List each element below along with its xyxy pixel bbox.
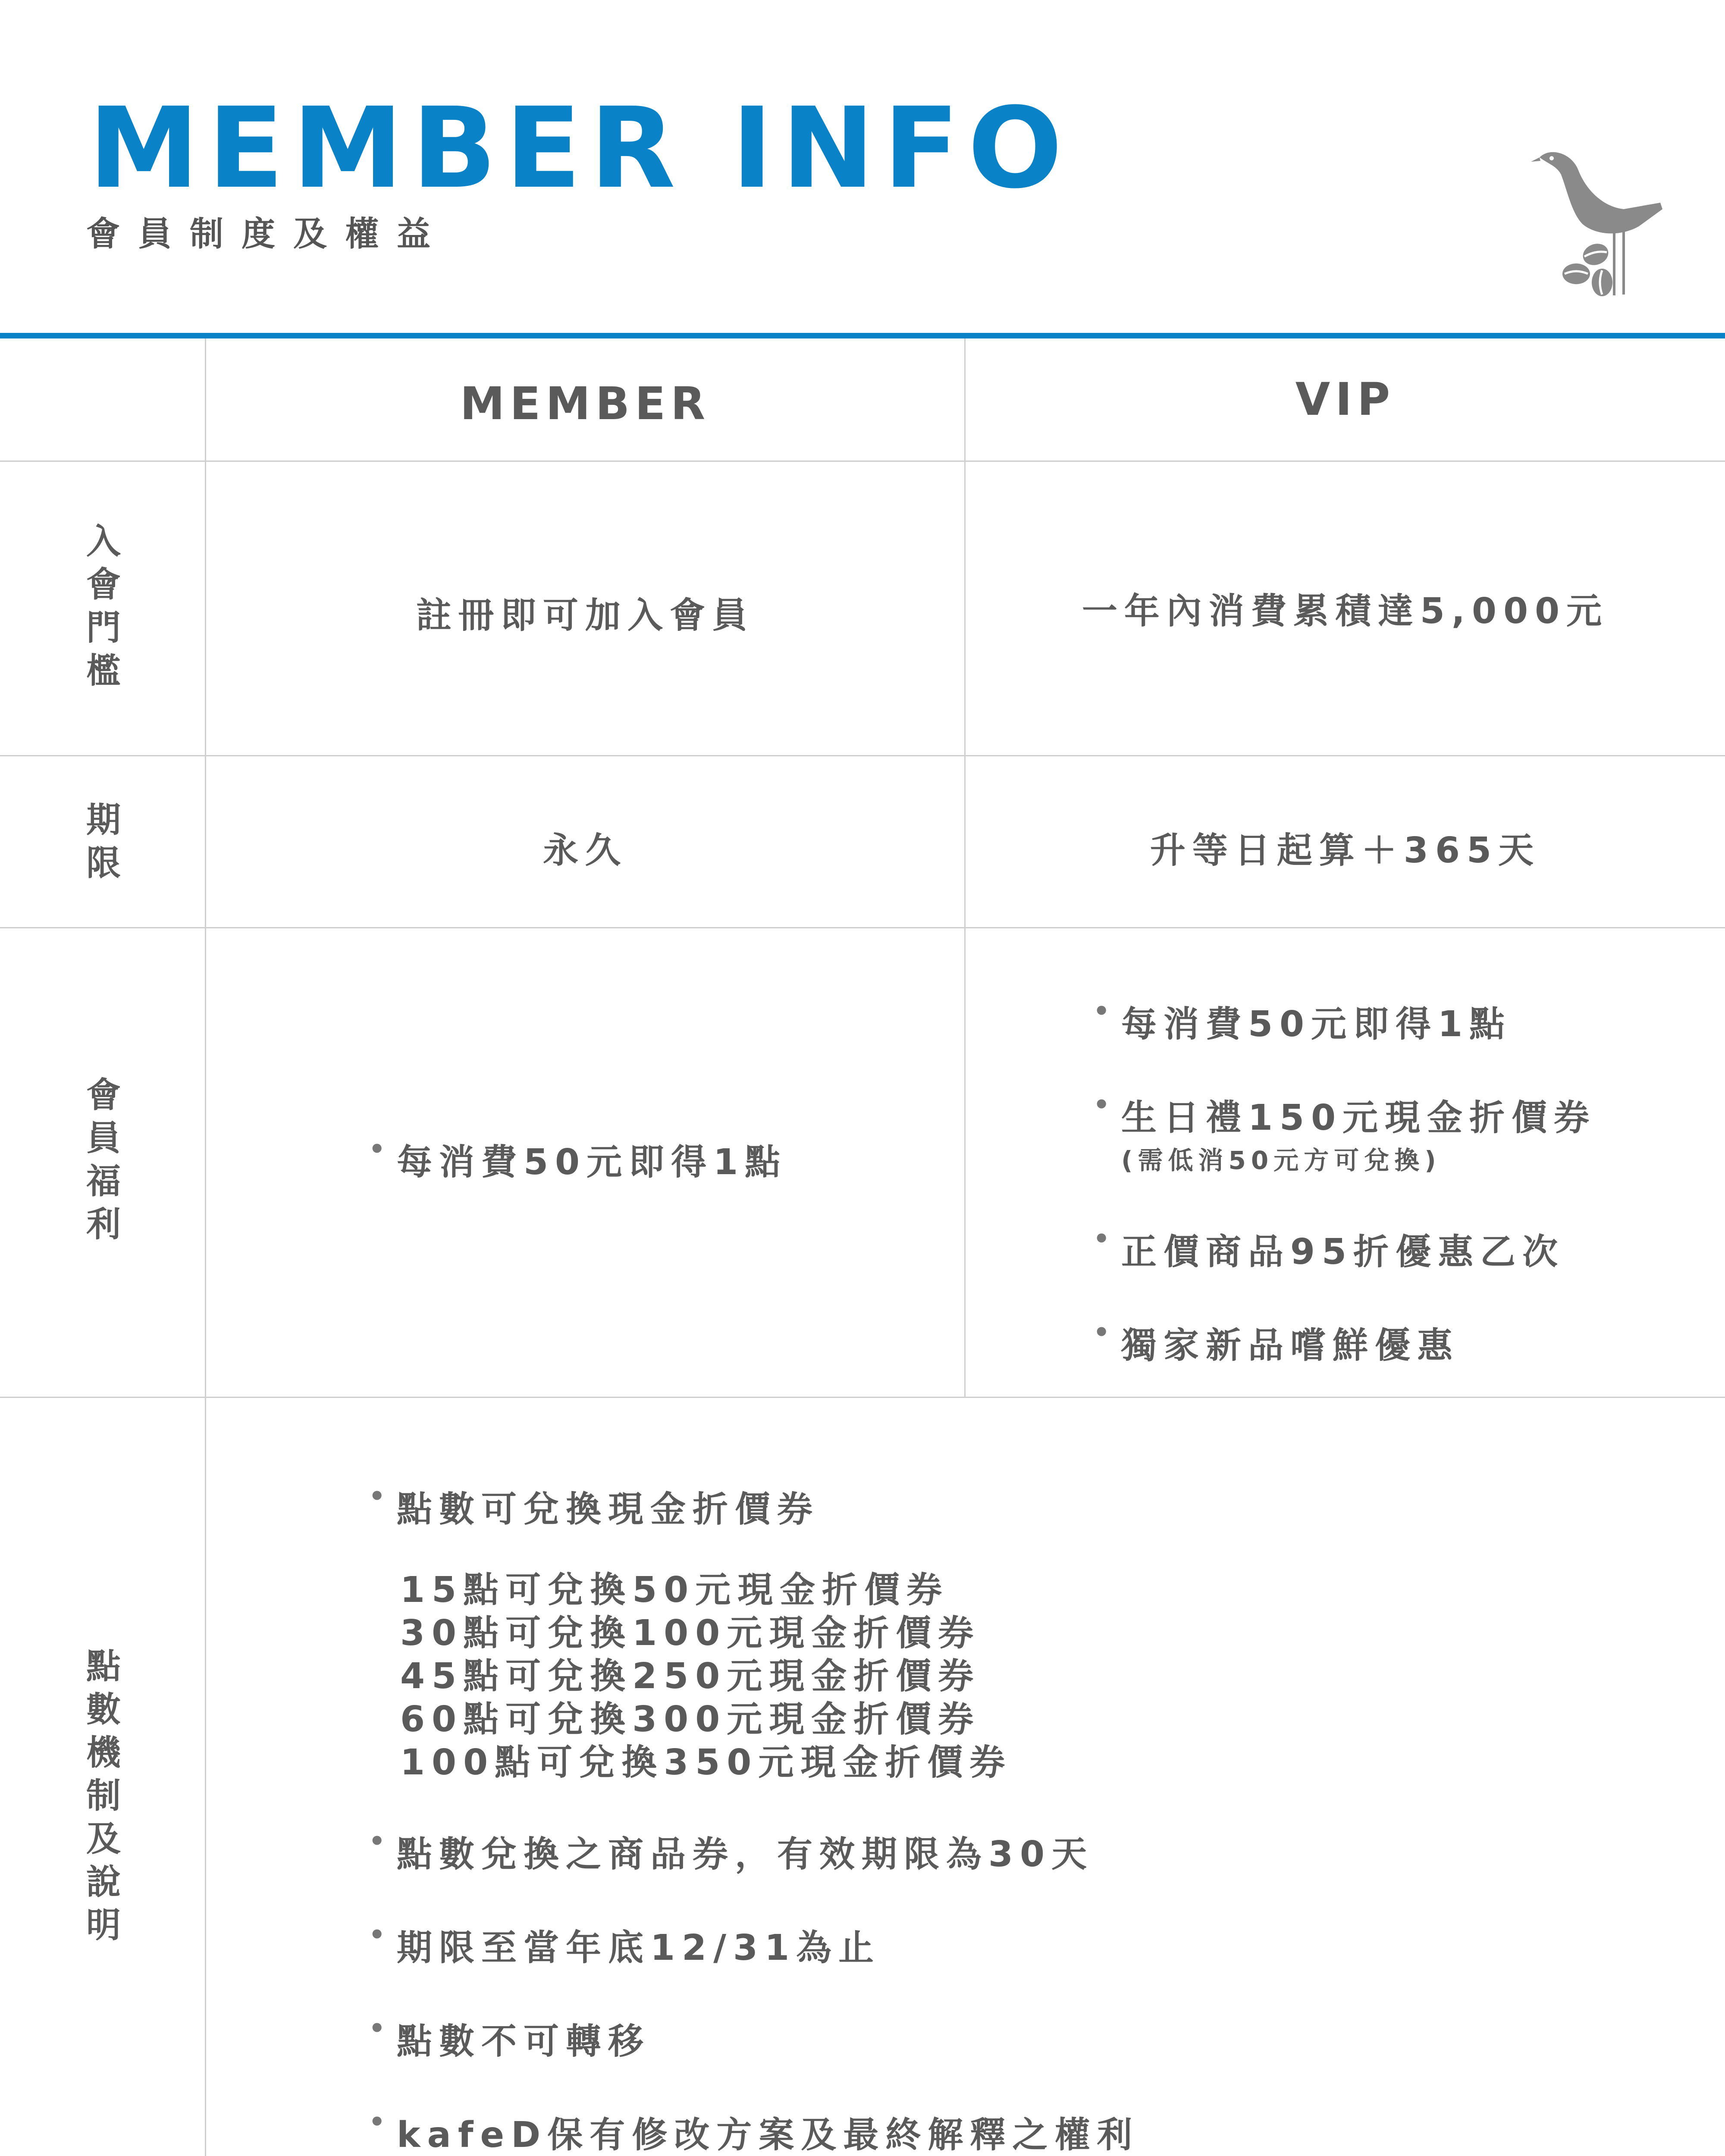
points-intro: • 點數可兌換現金折價券 <box>369 1481 820 1530</box>
rate-item: 100點可兌換350元現金折價券 <box>400 1742 1012 1783</box>
vip-period: 升等日起算＋365天 <box>1150 830 1541 871</box>
list-item: • 每消費50元即得1點 <box>1093 996 1512 1045</box>
list-item: • kafeD保有修改方案及最終解釋之權利 <box>369 2107 1139 2156</box>
rate-item: 15點可兌換50元現金折價券 <box>400 1570 949 1611</box>
list-item: • 點數不可轉移 <box>369 2013 651 2062</box>
rate-item: 30點可兌換100元現金折價券 <box>400 1613 981 1654</box>
row-divider-3 <box>0 927 1725 928</box>
points-rate-list <box>400 1569 1012 1784</box>
bullet-icon: • <box>1093 996 1117 1026</box>
list-item: • 正價商品95折優惠乙次 <box>1093 1224 1565 1272</box>
row-label-period: 期 限 <box>86 800 121 883</box>
bullet-icon: • <box>369 1826 392 1856</box>
bullet-icon: • <box>369 1481 392 1511</box>
vip-benefits-list <box>1089 996 1596 1368</box>
bullet-icon: • <box>369 1920 392 1950</box>
rate-item: 45點可兌換250元現金折價券 <box>400 1656 981 1697</box>
list-item: • 每消費50元即得1點 <box>369 1134 787 1183</box>
list-item: • 生日禮150元現金折價券 <box>1093 1090 1596 1138</box>
rate-item: 60點可兌換300元現金折價券 <box>400 1699 981 1740</box>
list-item: • 獨家新品嚐鮮優惠 <box>1093 1317 1460 1366</box>
member-threshold: 註冊即可加入會員 <box>416 595 754 636</box>
row-divider-2 <box>0 755 1725 756</box>
member-benefits-list <box>364 1134 787 1185</box>
bullet-icon: • <box>369 2013 392 2043</box>
column-header-vip: VIP <box>1295 373 1396 426</box>
row-label-benefits: 會 員 福 利 <box>86 1075 121 1244</box>
bullet-icon: • <box>1093 1224 1117 1254</box>
vip-threshold: 一年內消費累積達5,000元 <box>1082 591 1609 632</box>
row-divider-4 <box>0 1397 1725 1398</box>
page-subtitle: 會員制度及權益 <box>86 215 449 254</box>
header-divider <box>0 333 1725 338</box>
bullet-icon: • <box>369 1134 392 1164</box>
member-period: 永久 <box>543 830 627 871</box>
page-title: MEMBER INFO <box>88 84 1071 213</box>
bird-with-coffee-beans-icon <box>1531 144 1669 300</box>
bullet-icon: • <box>1093 1090 1117 1120</box>
bullet-icon: • <box>1093 1317 1117 1348</box>
bullet-icon: • <box>369 2107 392 2137</box>
points-rules-list <box>364 1826 1139 2156</box>
list-item: • 點數兌換之商品券，有效期限為30天 <box>369 1826 1094 1875</box>
row-divider-1 <box>0 461 1725 462</box>
list-item: • 期限至當年底12/31為止 <box>369 1920 881 1968</box>
column-header-member: MEMBER <box>460 377 711 430</box>
row-label-threshold: 入 會 門 檻 <box>86 521 121 691</box>
birthday-note: (需低消50元方可兌換) <box>1121 1146 1441 1175</box>
row-label-points: 點 數 機 制 及 說 明 <box>86 1646 121 1945</box>
